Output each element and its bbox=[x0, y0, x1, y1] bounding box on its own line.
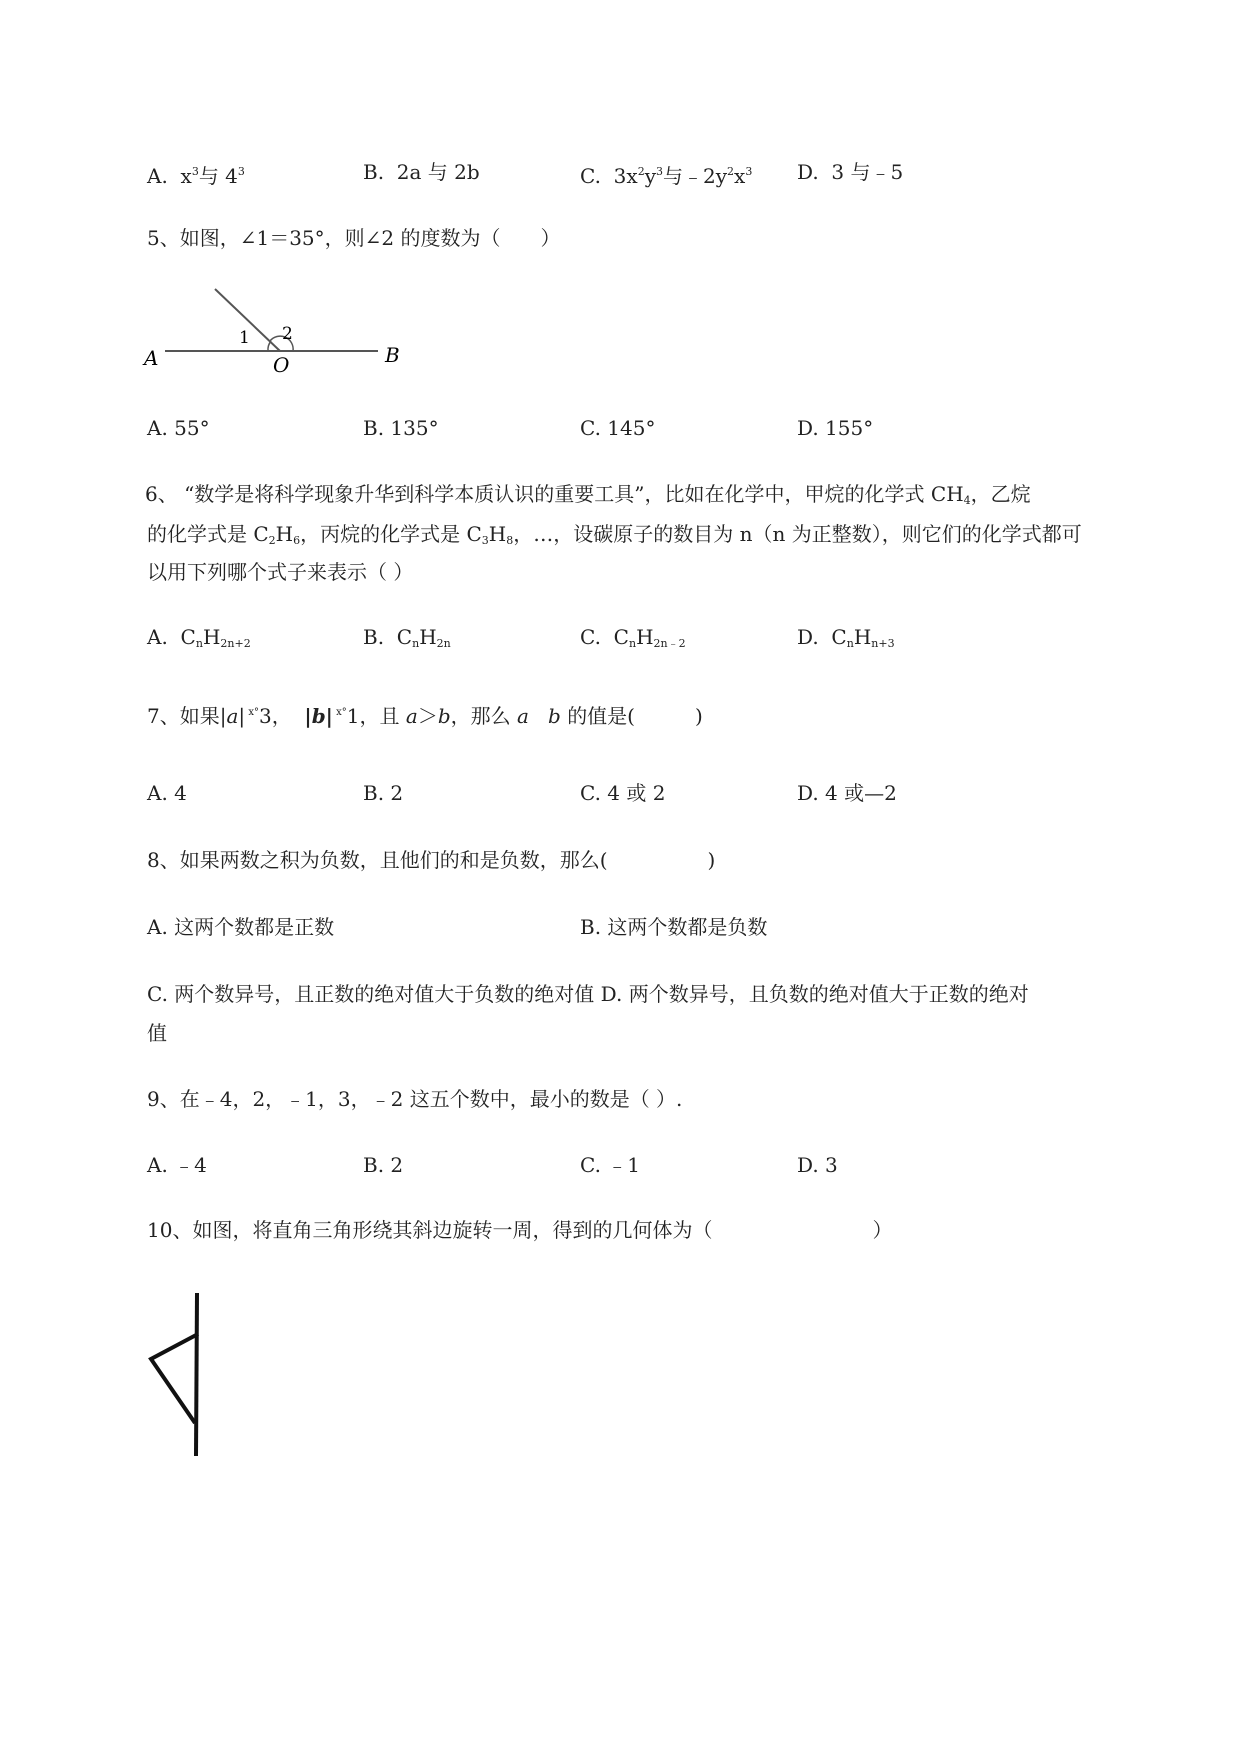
q7-option-c[interactable]: C. 4 或 2 bbox=[580, 781, 666, 805]
q5-option-b[interactable]: B. 135° bbox=[363, 416, 439, 440]
option-label: C. bbox=[580, 164, 601, 188]
q6-stem-line3: 以用下列哪个式子来表示（ ） bbox=[147, 560, 414, 584]
q9-option-a[interactable]: A. ﹣4 bbox=[147, 1153, 207, 1177]
q6-option-b[interactable]: B. $C_nH_{2n}$ bbox=[363, 625, 451, 650]
q7-option-d[interactable]: D. 4 或—2 bbox=[797, 781, 897, 805]
q7-option-b[interactable]: B. 2 bbox=[363, 781, 404, 805]
q9-option-d[interactable]: D. 3 bbox=[797, 1153, 838, 1177]
q4-option-a[interactable]: A. $x^3$与 $4^3$ bbox=[147, 164, 245, 188]
q8-option-a[interactable]: A. 这两个数都是正数 bbox=[147, 915, 335, 939]
q10-stem: 10、如图，将直角三角形绕其斜边旋转一周，得到的几何体为（ ） bbox=[147, 1218, 893, 1242]
q9-option-b[interactable]: B. 2 bbox=[363, 1153, 404, 1177]
point-a-label: A bbox=[144, 346, 159, 370]
option-label: B. bbox=[363, 160, 385, 184]
point-b-label: B bbox=[385, 343, 400, 367]
option-label: A. bbox=[147, 164, 168, 188]
option-label: D. bbox=[797, 160, 819, 184]
q8-option-d-tail: 值 bbox=[147, 1021, 167, 1045]
q7-option-a[interactable]: A. 4 bbox=[147, 781, 187, 805]
q6-option-d[interactable]: D. $C_nH_{n+3}$ bbox=[797, 625, 895, 650]
q9-option-c[interactable]: C. ﹣1 bbox=[580, 1153, 641, 1177]
q6-option-a[interactable]: A. $C_nH_{2n+2}$ bbox=[147, 625, 251, 650]
hypotenuse-axis bbox=[196, 1293, 197, 1456]
q4-option-c[interactable]: C. $3x^2y^3$与$﹣2y^2x^3$ bbox=[580, 164, 753, 188]
q6-stem-line2: 的化学式是 $C_2H_6$，丙烷的化学式是 $C_3H_8$，…，设碳原子的数目为 n（n 为正整数），则它们的化学式都可 bbox=[147, 522, 1082, 547]
q5-option-d[interactable]: D. 155° bbox=[797, 416, 874, 440]
q8-stem: 8、如果两数之积为负数，且他们的和是负数，那么( ) bbox=[147, 848, 716, 872]
q8-option-cd[interactable]: C. 两个数异号，且正数的绝对值大于负数的绝对值 D. 两个数异号，且负数的绝对值大于正数的绝对 bbox=[147, 982, 1029, 1006]
q6-option-c[interactable]: C. $C_nH_{2n﹣2}$ bbox=[580, 625, 686, 650]
q5-option-a[interactable]: A. 55° bbox=[147, 416, 210, 440]
q4-option-b[interactable]: B. 2a 与 2b bbox=[363, 160, 480, 184]
q5-stem: 5、如图，∠1＝35°，则∠2 的度数为（ ） bbox=[147, 226, 561, 250]
q8-option-b[interactable]: B. 这两个数都是负数 bbox=[580, 915, 768, 939]
q10-triangle-figure bbox=[140, 1290, 210, 1460]
q5-angle-figure bbox=[140, 280, 420, 380]
angle-2-label: 2 bbox=[282, 324, 293, 344]
q5-option-c[interactable]: C. 145° bbox=[580, 416, 656, 440]
q4-option-d[interactable]: D. 3 与﹣5 bbox=[797, 160, 904, 184]
angle-1-label: 1 bbox=[239, 328, 250, 348]
point-o-label: O bbox=[273, 353, 290, 377]
angle-1-arc bbox=[268, 341, 271, 351]
right-triangle-legs bbox=[151, 1334, 198, 1423]
q7-stem: 7、如果|a| $^{x^\circ}$3， |b| $^{x^\circ}$1，且 a＞b，那么 a b 的值是( ) bbox=[147, 704, 703, 728]
q6-stem-line1: 6、 “数学是将科学现象升华到科学本质认识的重要工具”，比如在化学中，甲烷的化学式 $CH_4$，乙烷 bbox=[145, 482, 1031, 507]
q9-stem: 9、在﹣4，2，﹣1，3，﹣2 这五个数中，最小的数是（ ）. bbox=[147, 1087, 683, 1111]
